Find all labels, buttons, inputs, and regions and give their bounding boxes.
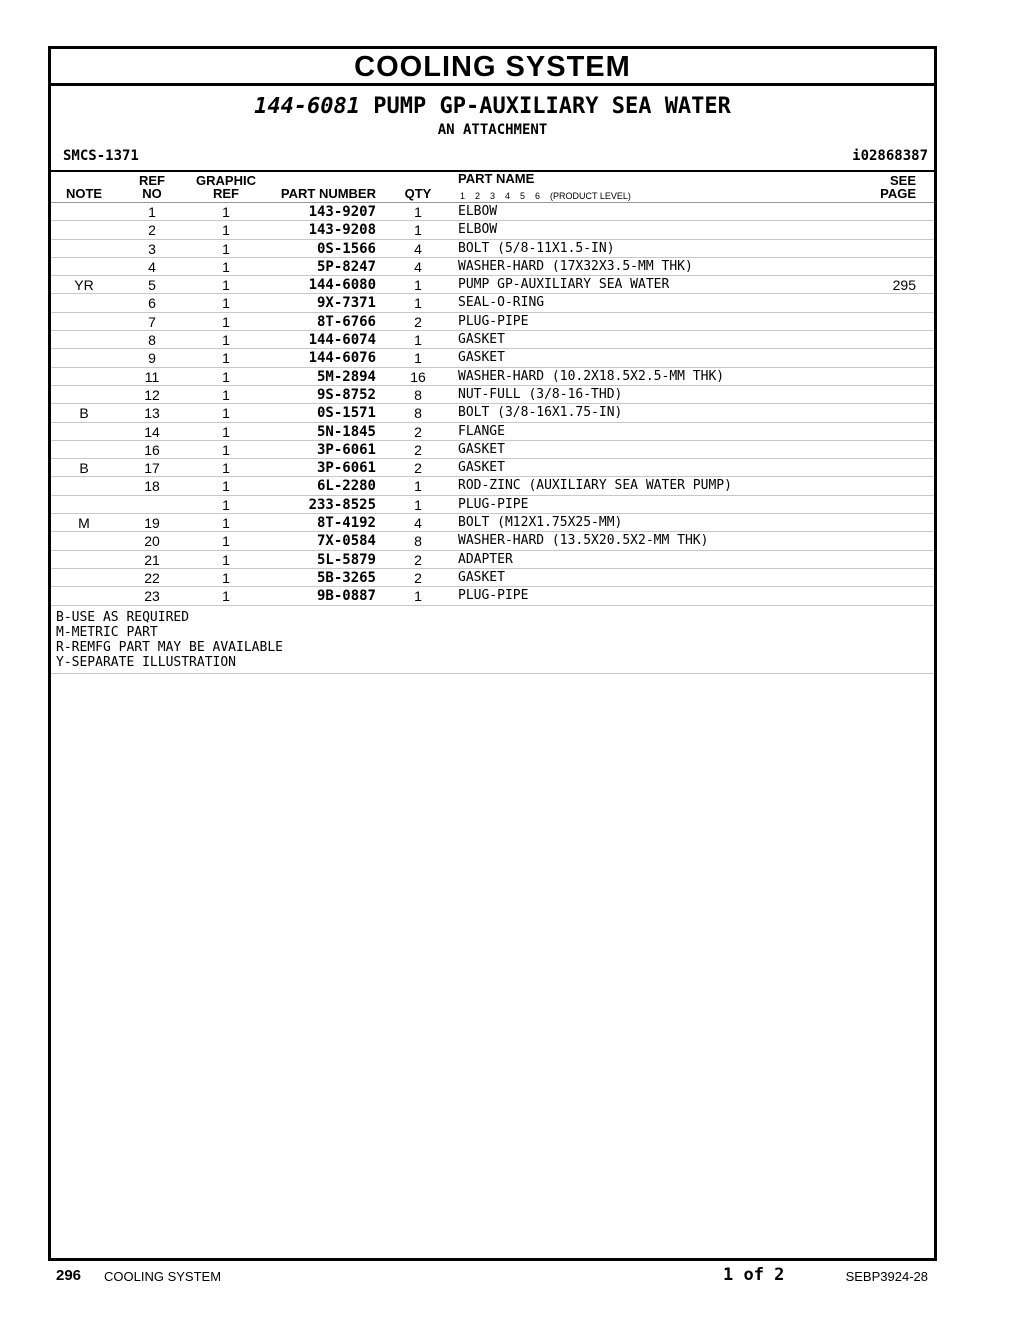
row-ref-no: 11	[144, 368, 160, 385]
row-part-name: WASHER-HARD (13.5X20.5X2-MM THK)	[458, 533, 709, 549]
header-qty: QTY	[404, 186, 432, 201]
row-part-number[interactable]: 144-6080	[308, 277, 376, 294]
row-part-name: BOLT (3/8-16X1.75-IN)	[458, 405, 623, 421]
table-row	[51, 496, 934, 514]
row-part-number[interactable]: 7X-0584	[316, 533, 376, 550]
row-ref-no: 5	[148, 277, 156, 294]
row-ref-no: 22	[144, 569, 160, 586]
header-graphic-top: GRAPHIC	[196, 173, 256, 188]
row-note: B	[79, 460, 89, 477]
table-row	[51, 240, 934, 258]
row-graphic-ref: 1	[222, 386, 230, 403]
row-graphic-ref: 1	[222, 588, 230, 605]
row-ref-no: 3	[148, 240, 156, 257]
row-part-number[interactable]: 9B-0887	[316, 588, 376, 605]
row-part-number[interactable]: 6L-2280	[316, 478, 376, 495]
table-row	[51, 569, 934, 587]
row-qty: 1	[414, 277, 422, 294]
row-qty: 8	[414, 533, 422, 550]
row-part-name: GASKET	[458, 569, 505, 585]
table-row	[51, 294, 934, 312]
row-part-name: FLANGE	[458, 423, 505, 439]
row-part-number[interactable]: 3P-6061	[316, 441, 376, 458]
attachment-label: AN ATTACHMENT	[437, 122, 548, 138]
row-ref-no: 8	[148, 332, 156, 349]
row-part-number[interactable]: 5L-5879	[316, 551, 376, 568]
row-part-name: ROD-ZINC (AUXILIARY SEA WATER PUMP)	[458, 478, 732, 494]
row-ref-no: 4	[148, 258, 156, 275]
note-line: Y-SEPARATE ILLUSTRATION	[56, 654, 237, 670]
id-line	[51, 148, 934, 172]
row-part-name: GASKET	[458, 350, 505, 366]
row-note: M	[78, 515, 90, 532]
row-graphic-ref: 1	[222, 496, 230, 513]
row-ref-no: 14	[144, 423, 160, 440]
row-qty: 2	[414, 460, 422, 477]
header-part-name: PART NAME	[458, 171, 535, 186]
row-part-number[interactable]: 0S-1566	[316, 240, 376, 257]
row-part-number[interactable]: 5P-8247	[316, 258, 376, 275]
row-qty: 4	[414, 240, 422, 257]
table-row	[51, 349, 934, 367]
row-part-name: WASHER-HARD (10.2X18.5X2.5-MM THK)	[458, 368, 725, 384]
note-line: B-USE AS REQUIRED	[56, 609, 190, 625]
row-part-number[interactable]: 3P-6061	[316, 460, 376, 477]
row-qty: 2	[414, 441, 422, 458]
row-graphic-ref: 1	[222, 423, 230, 440]
notes-legend	[51, 606, 934, 674]
row-graphic-ref: 1	[222, 277, 230, 294]
row-ref-no: 6	[148, 295, 156, 312]
table-row	[51, 459, 934, 477]
row-ref-no: 9	[148, 350, 156, 367]
illustration-id: i02868387	[852, 148, 928, 164]
table-row	[51, 404, 934, 422]
row-graphic-ref: 1	[222, 204, 230, 220]
row-ref-no: 7	[148, 313, 156, 330]
row-ref-no: 2	[148, 222, 156, 239]
row-part-name: GASKET	[458, 332, 505, 348]
row-qty: 2	[414, 551, 422, 568]
header-part-number: PART NUMBER	[280, 186, 376, 201]
row-part-number[interactable]: 8T-4192	[316, 515, 376, 532]
row-ref-no: 19	[144, 515, 160, 532]
page-of: 1 of 2	[723, 1265, 785, 1285]
parts-table-body	[51, 203, 934, 606]
header-note: NOTE	[65, 186, 103, 201]
table-row	[51, 331, 934, 349]
row-part-number[interactable]: 5B-3265	[316, 569, 376, 586]
group-title	[51, 94, 934, 120]
header-ref-top: REF	[139, 173, 165, 188]
row-qty: 1	[414, 350, 422, 367]
table-row	[51, 313, 934, 331]
table-row	[51, 423, 934, 441]
table-row	[51, 203, 934, 221]
row-ref-no: 12	[144, 386, 160, 403]
note-line: M-METRIC PART	[56, 624, 158, 640]
row-part-number[interactable]: 0S-1571	[316, 405, 376, 422]
page-footer	[56, 1264, 928, 1288]
row-ref-no: 20	[144, 533, 160, 550]
header-ref-bottom: NO	[142, 186, 162, 201]
row-qty: 2	[414, 569, 422, 586]
header-product-level: 1 2 3 4 5 6 (PRODUCT LEVEL)	[460, 191, 631, 201]
row-qty: 4	[414, 515, 422, 532]
note-line: R-REMFG PART MAY BE AVAILABLE	[56, 639, 283, 655]
row-part-number[interactable]: 9S-8752	[316, 386, 376, 403]
row-qty: 1	[414, 332, 422, 349]
row-graphic-ref: 1	[222, 258, 230, 275]
table-row	[51, 477, 934, 495]
row-part-number[interactable]: 5M-2894	[316, 368, 376, 385]
row-part-name: ADAPTER	[458, 551, 513, 567]
row-part-name: ELBOW	[458, 204, 498, 219]
row-graphic-ref: 1	[222, 295, 230, 312]
row-part-name: BOLT (M12X1.75X25-MM)	[458, 515, 623, 531]
row-part-number[interactable]: 143-9207	[308, 204, 376, 220]
header-see-top: SEE	[889, 173, 916, 188]
table-row	[51, 258, 934, 276]
row-part-name: NUT-FULL (3/8-16-THD)	[458, 386, 623, 402]
row-graphic-ref: 1	[222, 533, 230, 550]
row-part-number[interactable]: 144-6074	[308, 332, 376, 349]
row-ref-no: 17	[144, 460, 160, 477]
row-qty: 1	[414, 478, 422, 495]
row-part-number[interactable]: 9X-7371	[316, 295, 376, 312]
row-note: YR	[74, 277, 94, 294]
row-graphic-ref: 1	[222, 569, 230, 586]
row-part-name: PLUG-PIPE	[458, 313, 529, 329]
row-qty: 8	[414, 386, 422, 403]
row-graphic-ref: 1	[222, 240, 230, 257]
header-graphic-bottom: REF	[213, 186, 239, 201]
footer-section: COOLING SYSTEM	[104, 1269, 222, 1284]
row-part-name: PLUG-PIPE	[458, 588, 529, 604]
row-ref-no: 18	[144, 478, 160, 495]
table-row	[51, 276, 934, 294]
row-graphic-ref: 1	[222, 515, 230, 532]
row-graphic-ref: 1	[222, 551, 230, 568]
table-row	[51, 441, 934, 459]
row-ref-no: 1	[148, 204, 156, 220]
row-ref-no: 21	[144, 551, 160, 568]
row-qty: 1	[414, 496, 422, 513]
row-graphic-ref: 1	[222, 368, 230, 385]
row-qty: 16	[410, 368, 426, 385]
row-qty: 1	[414, 222, 422, 239]
row-graphic-ref: 1	[222, 405, 230, 422]
parts-page-frame	[48, 46, 937, 1261]
row-part-name: ELBOW	[458, 222, 498, 238]
row-graphic-ref: 1	[222, 350, 230, 367]
row-ref-no: 16	[144, 441, 160, 458]
table-row	[51, 368, 934, 386]
group-name: PUMP GP-AUXILIARY SEA WATER	[373, 94, 731, 119]
row-graphic-ref: 1	[222, 313, 230, 330]
table-header	[51, 172, 934, 203]
row-part-name: PUMP GP-AUXILIARY SEA WATER	[458, 277, 670, 293]
row-part-name: PLUG-PIPE	[458, 496, 529, 512]
row-see-page[interactable]: 295	[892, 277, 916, 294]
row-qty: 8	[414, 405, 422, 422]
row-part-name: SEAL-O-RING	[458, 295, 545, 311]
row-graphic-ref: 1	[222, 222, 230, 239]
row-qty: 1	[414, 204, 422, 220]
table-row	[51, 221, 934, 239]
header-see-bottom: PAGE	[880, 186, 916, 201]
row-qty: 1	[414, 588, 422, 605]
table-row	[51, 532, 934, 550]
table-row	[51, 514, 934, 532]
row-qty: 4	[414, 258, 422, 275]
section-title: COOLING SYSTEM	[51, 49, 934, 86]
row-part-name: GASKET	[458, 460, 505, 476]
row-graphic-ref: 1	[222, 441, 230, 458]
row-ref-no: 13	[144, 405, 160, 422]
table-row	[51, 386, 934, 404]
row-note: B	[79, 405, 89, 422]
row-part-number[interactable]: 144-6076	[308, 350, 376, 367]
page-number: 296	[56, 1267, 82, 1284]
row-graphic-ref: 1	[222, 460, 230, 477]
row-part-name: BOLT (5/8-11X1.5-IN)	[458, 240, 615, 256]
row-graphic-ref: 1	[222, 478, 230, 495]
row-ref-no: 23	[144, 588, 160, 605]
row-part-name: WASHER-HARD (17X32X3.5-MM THK)	[458, 258, 693, 274]
row-part-number[interactable]: 5N-1845	[316, 423, 376, 440]
row-qty: 2	[414, 313, 422, 330]
row-part-number[interactable]: 233-8525	[308, 496, 376, 513]
row-graphic-ref: 1	[222, 332, 230, 349]
row-qty: 1	[414, 295, 422, 312]
smcs-code: SMCS-1371	[63, 148, 139, 164]
table-row	[51, 551, 934, 569]
table-row	[51, 587, 934, 605]
row-part-name: GASKET	[458, 441, 505, 457]
row-part-number[interactable]: 143-9208	[308, 222, 376, 239]
row-part-number[interactable]: 8T-6766	[316, 313, 376, 330]
group-part-number[interactable]: 144-6081	[254, 94, 361, 119]
row-qty: 2	[414, 423, 422, 440]
document-id: SEBP3924-28	[845, 1269, 928, 1284]
